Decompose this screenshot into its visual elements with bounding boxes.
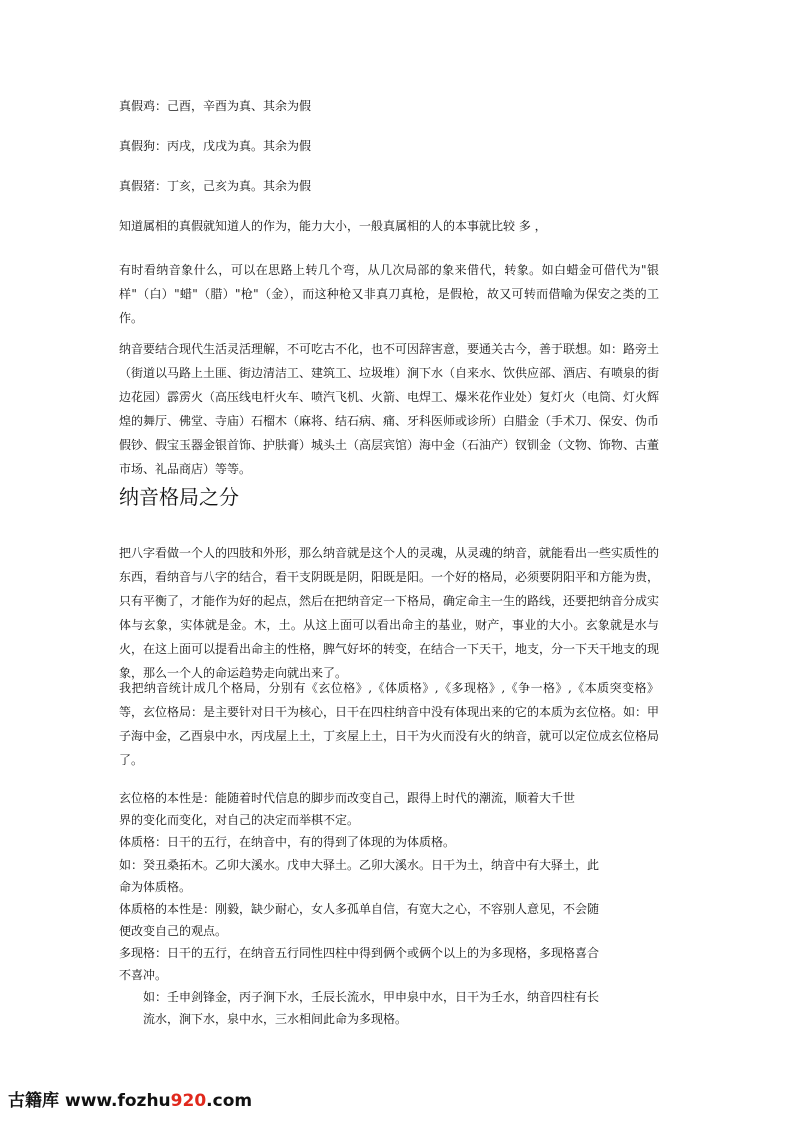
line-5: 命为体质格。 (119, 880, 192, 894)
paragraph-dog: 真假狗：丙戌，戊戌为真。其余为假 (119, 139, 312, 153)
watermark-url-part-2: 920 (170, 1091, 207, 1111)
site-watermark (8, 1086, 252, 1116)
paragraph-modern: 纳音要结合现代生活灵活理解，不可吃古不化，也不可因辞害意，要通关古今，善于联想。如：路旁土（街道以马路上土匪、街边清洁工、建筑工、垃圾堆）涧下水（自来水、饮供应部、酒店、有喷泉的街边花园）霹雳火（高压线电杆火车、喷汽飞机、火箭、电焊工、爆米花作业处）复灯火（电筒、灯火辉煌的舞厅、佛堂、寺庙）石榴木（麻将、结石病、痛、牙科医师或诊所）白腊金（手术刀、保安、伪币假钞、假宝玉器金银首饰、护肤膏）城头土（高层宾馆）海中金（石油产）钗钏金（文物、饰物、古董市场、礼品商店）等等。 (119, 342, 660, 476)
section-heading: 纳音格局之分 (119, 485, 239, 509)
watermark-brand: 古籍库 (8, 1091, 59, 1111)
line-9: 不喜冲。 (119, 968, 168, 982)
watermark-url-part-3: .com (206, 1091, 253, 1111)
paragraph-borrow: 有时看纳音象什么，可以在思路上转几个弯，从几次局部的象来借代，转象。如白蜡金可借代为"银样"（白）"蜡"（腊）"枪"（金），而这种枪又非真刀真枪，是假枪，故又可转而借喻为保安之类的工作。 (119, 263, 659, 325)
paragraph-soul: 把八字看做一个人的四肢和外形，那么纳音就是这个人的灵魂，从灵魂的纳音，就能看出一些实质性的东西，看纳音与八字的结合，看干支阴既是阴，阳既是阳。一个好的格局，必须要阴阳平和方能为贵，只有平衡了，才能作为好的起点，然后在把纳音定一下格局，确定命主一生的路线，还要把纳音分成实体与玄象，实体就是金。木，土。从这上面可以看出命主的基业，财产，事业的大小。玄象就是水与火，在这上面可以提看出命主的性格，脾气好坏的转变，在结合一下天干，地支，分一下天干地支的现象，那么一个人的命运趋势走向就出来了。 (119, 546, 660, 680)
line-6: 体质格的本性是：刚毅，缺少耐心，女人多孤单自信，有宽大之心，不容别人意见，不会随 (119, 902, 600, 916)
line-2: 界的变化而变化，对自己的决定而举棋不定。 (119, 813, 360, 827)
line-7: 便改变自己的观点。 (119, 924, 228, 938)
paragraph-patterns: 我把纳音统计成几个格局，分别有《玄位格》,《体质格》,《多现格》,《争一格》,《本质突变格》等，玄位格局：是主要针对日干为核心，日干在四柱纳音中没有体现出来的它的本质为玄位格。如：甲子海中金，乙酉泉中水，丙戌屋上土，丁亥屋上土，日干为火而没有火的纳音，就可以定位成玄位格局了。 (119, 681, 660, 767)
line-8: 多现格：日干的五行，在纳音五行同性四柱中得到俩个或俩个以上的为多现格，多现格喜合 (119, 946, 600, 960)
line-10: 如：壬申剑锋金，丙子涧下水，壬辰长流水，甲申泉中水，日干为壬水，纳音四柱有长 (143, 990, 600, 1004)
line-11: 流水，涧下水，泉中水，三水相间此命为多现格。 (143, 1012, 408, 1026)
line-1: 玄位格的本性是：能随着时代信息的脚步而改变自己，跟得上时代的潮流，顺着大千世 (119, 791, 576, 805)
watermark-url-part-1: www.fozhu (65, 1091, 171, 1111)
line-3: 体质格：日干的五行，在纳音中，有的得到了体现的为体质格。 (119, 835, 456, 849)
paragraph-know: 知道属相的真假就知道人的作为，能力大小，一般真属相的人的本事就比较 多 ， (119, 219, 547, 233)
paragraph-pig: 真假猪：丁亥，己亥为真。其余为假 (119, 179, 312, 193)
line-4: 如：癸丑桑拓木。乙卯大溪水。戊申大驿土。乙卯大溪水。日干为土，纳音中有大驿土，此 (119, 858, 600, 872)
paragraph-rooster: 真假鸡：己酉，辛酉为真、其余为假 (119, 99, 312, 113)
